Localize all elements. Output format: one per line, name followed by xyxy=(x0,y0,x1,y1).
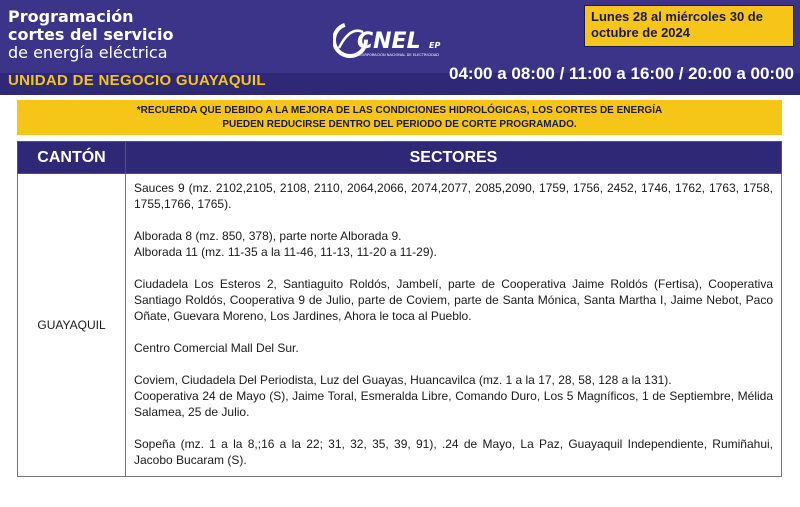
table-row xyxy=(18,174,782,477)
column-header-canton: CANTÓN xyxy=(18,142,126,174)
date-range-box: Lunes 28 al miércoles 30 de octubre de 2024 xyxy=(584,5,794,47)
sector-paragraph: Centro Comercial Mall Del Sur. xyxy=(134,341,299,355)
sector-line: Coviem, Ciudadela Del Periodista, Luz del Guayas, Huancavilca (mz. 1 a la 17, 28, 58, 128 a la 131). xyxy=(134,373,672,387)
title-line-2: cortes del servicio xyxy=(8,25,174,44)
cnel-logo xyxy=(333,18,463,64)
sector-paragraph: Sopeña (mz. 1 a la 8,;16 a la 22; 31, 32, 35, 39, 91), .24 de Mayo, La Paz, Guayaquil Independiente, Rumiñahui, Jacobo Bucaram (S). xyxy=(134,437,773,467)
header-banner xyxy=(0,0,800,95)
sector-paragraph: Ciudadela Los Esteros 2, Santiaguito Roldós, Jambelí, parte de Cooperativa Jaime Roldós (Fertisa), Cooperativa Santiago Roldós, Cooperativa 9 de Julio, parte de Coviem, parte de Santa Mónica, Santa Martha I, Jaime Nebot, Paco Oñate, Guevara Moreno, Los Jardines, Ahora le toca al Pueblo. xyxy=(134,277,773,323)
canton-cell: GUAYAQUIL xyxy=(18,174,126,477)
column-header-sectors: SECTORES xyxy=(126,142,782,174)
logo-subtitle: CORPORACIÓN NACIONAL DE ELECTRICIDAD xyxy=(359,53,440,57)
sector-line: Cooperativa 24 de Mayo (S), Jaime Toral, Esmeralda Libre, Comando Duro, Los 5 Magníficos, 1 de Septiembre, Mélida Salamea, 25 de Julio. xyxy=(134,389,773,419)
notice-banner xyxy=(17,100,782,135)
logo-suffix: EP xyxy=(429,41,441,50)
sectors-cell xyxy=(126,174,782,477)
business-unit-label: UNIDAD DE NEGOCIO GUAYAQUIL xyxy=(8,72,266,89)
sector-line: Alborada 11 (mz. 11-35 a la 11-46, 11-13, 11-20 a 11-29). xyxy=(134,245,437,259)
table-header-row xyxy=(18,142,782,174)
logo-text: CNEL xyxy=(357,29,421,54)
notice-line-2: PUEDEN REDUCIRSE DENTRO DEL PERIODO DE CORTE PROGRAMADO. xyxy=(222,119,577,130)
sector-line: Alborada 8 (mz. 850, 378), parte norte Alborada 9. xyxy=(134,229,402,243)
sector-paragraph xyxy=(134,372,773,420)
sectors-table xyxy=(17,141,782,477)
page-title xyxy=(8,8,173,62)
title-line-1: Programación xyxy=(8,7,134,26)
sector-paragraph: Sauces 9 (mz. 2102,2105, 2108, 2110, 2064,2066, 2074,2077, 2085,2090, 1759, 1756, 2452, 1746, 1762, 1763, 1758, 1755,1766, 1765). xyxy=(134,181,773,211)
sector-paragraph xyxy=(134,228,773,260)
title-line-3: de energía eléctrica xyxy=(8,43,168,62)
notice-line-1: *RECUERDA QUE DEBIDO A LA MEJORA DE LAS CONDICIONES HIDROLÓGICAS, LOS CORTES DE ENERGÍA xyxy=(136,105,663,116)
outage-schedule: 04:00 a 08:00 / 11:00 a 16:00 / 20:00 a 00:00 xyxy=(449,64,794,83)
